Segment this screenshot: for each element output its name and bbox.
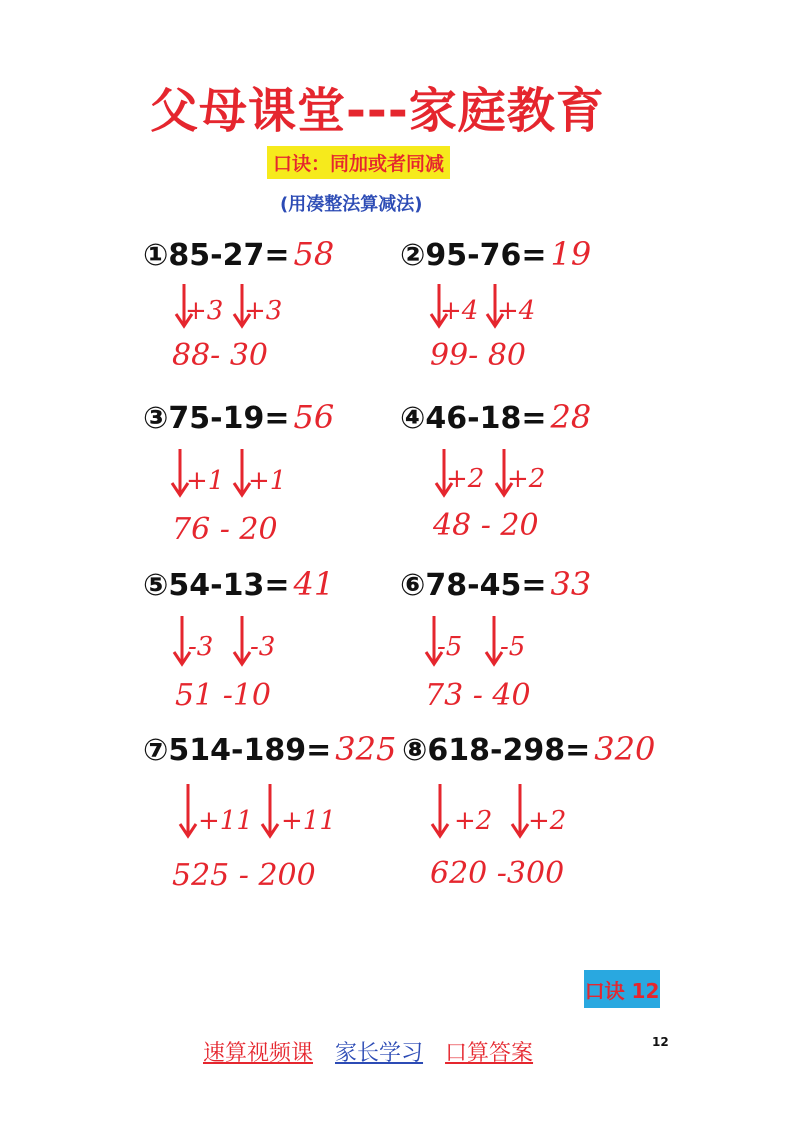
problem-5 xyxy=(143,565,334,603)
adjust-left: +11 xyxy=(198,806,253,836)
problem-answer: 41 xyxy=(293,565,335,603)
problem-2 xyxy=(400,235,591,273)
problem-answer: 28 xyxy=(550,398,592,436)
problem-number: ⑤ xyxy=(143,568,169,603)
footer-links xyxy=(203,1036,533,1067)
problem-answer: 58 xyxy=(293,235,335,273)
problem-equation: 54-13= xyxy=(168,568,290,603)
rounded-result: 99- 80 xyxy=(430,338,527,373)
adjust-left: +1 xyxy=(186,466,225,496)
problem-6 xyxy=(400,565,591,603)
problem-answer: 56 xyxy=(293,398,335,436)
adjust-left: +2 xyxy=(454,806,493,836)
footer-link-parents[interactable]: 家长学习 xyxy=(335,1041,424,1066)
problem-number: ① xyxy=(143,238,169,273)
problem-4 xyxy=(400,398,591,436)
rounded-result: 88- 30 xyxy=(172,338,269,373)
adjust-right: +11 xyxy=(281,806,336,836)
problem-number: ⑥ xyxy=(400,568,426,603)
adjust-left: -5 xyxy=(437,632,463,662)
adjust-left: +3 xyxy=(185,296,224,326)
problem-number: ⑦ xyxy=(143,733,169,768)
adjust-right: +2 xyxy=(507,464,546,494)
footer-link-answers[interactable]: 口算答案 xyxy=(445,1041,534,1066)
page-title: 父母课堂---家庭教育 xyxy=(150,83,605,139)
problem-answer: 33 xyxy=(550,565,592,603)
adjust-left: +2 xyxy=(446,464,485,494)
rounded-result: 620 -300 xyxy=(430,856,565,891)
problem-equation: 95-76= xyxy=(425,238,547,273)
adjust-right: -3 xyxy=(250,632,276,662)
method-note: (用凑整法算减法) xyxy=(280,194,423,215)
problem-equation: 514-189= xyxy=(168,733,332,768)
adjust-right: +2 xyxy=(528,806,567,836)
problem-equation: 78-45= xyxy=(425,568,547,603)
problem-8 xyxy=(402,730,655,768)
page-number: 12 xyxy=(652,1035,669,1049)
problem-equation: 85-27= xyxy=(168,238,290,273)
problem-1 xyxy=(143,235,334,273)
problem-number: ④ xyxy=(400,401,426,436)
rhyme-banner: 口诀：同加或者同减 xyxy=(267,146,450,179)
adjust-right: -5 xyxy=(500,632,526,662)
rounded-result: 76 - 20 xyxy=(172,512,278,547)
rhyme-badge: 口诀 12 xyxy=(584,970,660,1008)
problem-answer: 325 xyxy=(335,730,397,768)
adjust-right: +3 xyxy=(244,296,283,326)
down-arrows-icon xyxy=(422,612,512,676)
footer-link-video[interactable]: 速算视频课 xyxy=(203,1041,314,1066)
problem-answer: 19 xyxy=(550,235,592,273)
problem-7 xyxy=(143,730,396,768)
adjust-right: +1 xyxy=(248,466,287,496)
problem-number: ② xyxy=(400,238,426,273)
rounded-result: 51 -10 xyxy=(175,678,272,713)
problem-number: ⑧ xyxy=(402,733,428,768)
adjust-left: -3 xyxy=(188,632,214,662)
rounded-result: 525 - 200 xyxy=(172,858,316,893)
rounded-result: 48 - 20 xyxy=(433,508,539,543)
rounded-result: 73 - 40 xyxy=(425,678,531,713)
problem-equation: 46-18= xyxy=(425,401,547,436)
problem-answer: 320 xyxy=(594,730,656,768)
adjust-left: +4 xyxy=(440,296,479,326)
problem-3 xyxy=(143,398,334,436)
problem-equation: 618-298= xyxy=(427,733,591,768)
down-arrows-icon xyxy=(170,612,260,676)
problem-equation: 75-19= xyxy=(168,401,290,436)
adjust-right: +4 xyxy=(497,296,536,326)
problem-number: ③ xyxy=(143,401,169,436)
